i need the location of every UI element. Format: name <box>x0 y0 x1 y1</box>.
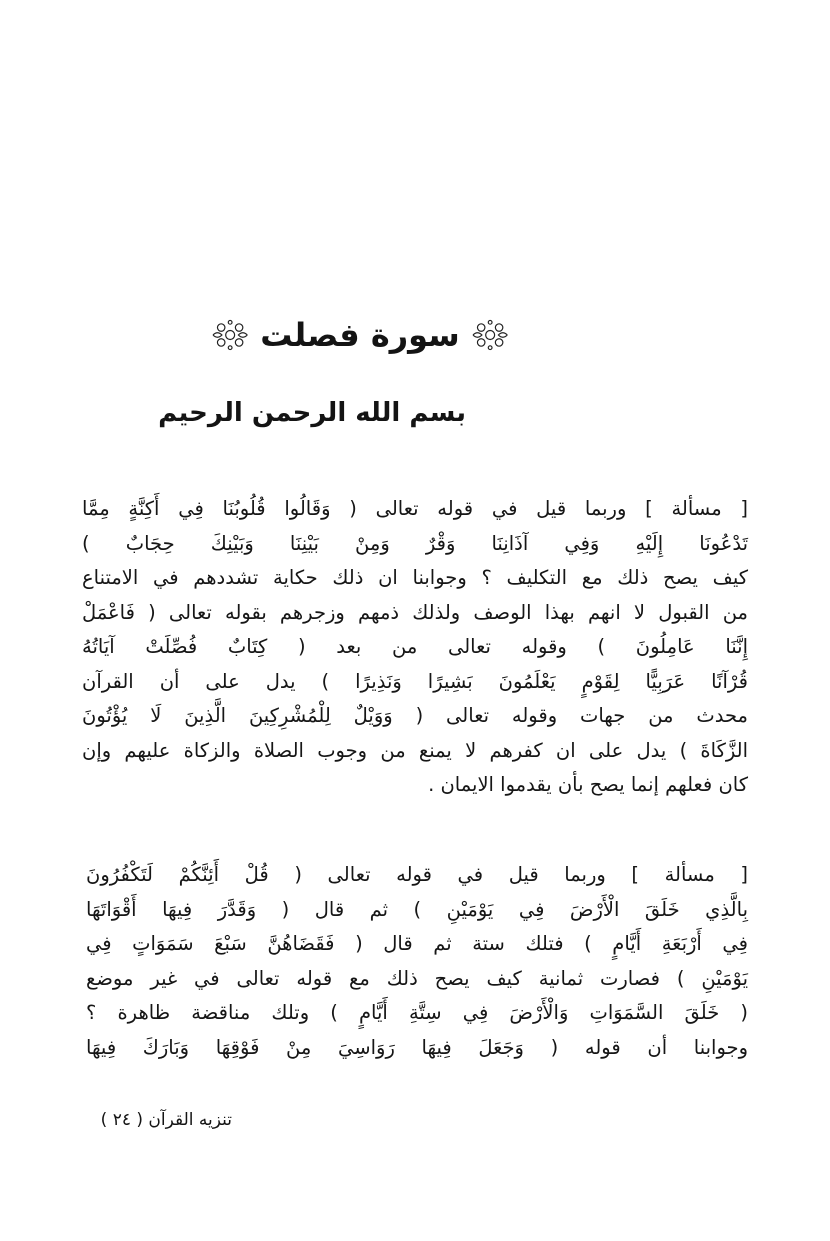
text-line: بِالَّذِي خَلَقَ الْأَرْضَ فِي يَوْمَيْنِ ) ثم قال ( وَقَدَّرَ فِيهَا أَقْوَاتَهَا <box>86 897 748 921</box>
text-line: [ مسألة ] وربما قيل في قوله تعالى ( وَقَالُوا قُلُوبُنَا فِي أَكِنَّةٍ مِمَّا <box>82 497 748 520</box>
text-line: إِنَّنَا عَامِلُونَ ) وقوله تعالى من بعد ( كِتَابٌ فُصِّلَتْ آيَاتُهُ <box>82 635 748 658</box>
text-line: الزَّكَاةَ ) يدل على ان كفرهم لا يمنع من وجوب الصلاة والزكاة عليهم وإن <box>82 738 748 762</box>
text-line: محدث من جهات وقوله تعالى ( وَوَيْلٌ لِلْمُشْرِكِينَ الَّذِينَ لَا يُؤْتُونَ <box>82 704 748 727</box>
text-line: قُرْآنًا عَرَبِيًّا لِقَوْمٍ يَعْلَمُونَ بَشِيرًا وَنَذِيرًا ) يدل على أن القرآن <box>82 669 748 693</box>
text-line: تَدْعُونَا إِلَيْهِ وَفِي آذَانِنَا وَقْرٌ وَمِنْ بَيْنِنَا وَبَيْنِكَ حِجَابٌ ) <box>82 531 748 555</box>
basmala: بسم الله الرحمن الرحيم <box>158 398 466 428</box>
text-line: كيف يصح ذلك مع التكليف ؟ وجوابنا ان ذلك حكاية تشددهم في الامتناع <box>82 566 748 589</box>
text-line: يَوْمَيْنِ ) فصارت ثمانية كيف يصح ذلك مع قوله تعالى في غير موضع <box>86 966 748 990</box>
paragraph-2 <box>86 858 748 1065</box>
text-line: [ مسألة ] وربما قيل في قوله تعالى ( قُلْ أَئِنَّكُمْ لَتَكْفُرُونَ <box>86 863 748 886</box>
page-footer: تنزيه القرآن ( ٢٤ ) <box>100 1110 232 1130</box>
surah-header <box>210 300 510 370</box>
ornament-left-icon <box>210 312 250 358</box>
text-line: من القبول لا انهم بهذا الوصف ولذلك ذمهم وزجرهم بقوله تعالى ( فَاعْمَلْ <box>82 600 748 624</box>
paragraph-1 <box>82 492 748 803</box>
ornament-right-icon <box>470 312 510 358</box>
surah-title: سورة فصلت <box>260 316 460 354</box>
text-line: وجوابنا أن قوله ( وَجَعَلَ فِيهَا رَوَاسِيَ مِنْ فَوْقِهَا وَبَارَكَ فِيهَا <box>86 1035 748 1059</box>
text-line: كان فعلهم إنما يصح بأن يقدموا الايمان . <box>428 773 748 796</box>
text-line: ( خَلَقَ السَّمَوَاتِ وَالْأَرْضَ فِي سِتَّةِ أَيَّامٍ ) وتلك مناقضة ظاهرة ؟ <box>86 1001 748 1024</box>
text-line: فِي أَرْبَعَةِ أَيَّامٍ ) فتلك ستة ثم قال ( فَقَضَاهُنَّ سَبْعَ سَمَوَاتٍ فِي <box>86 932 748 955</box>
